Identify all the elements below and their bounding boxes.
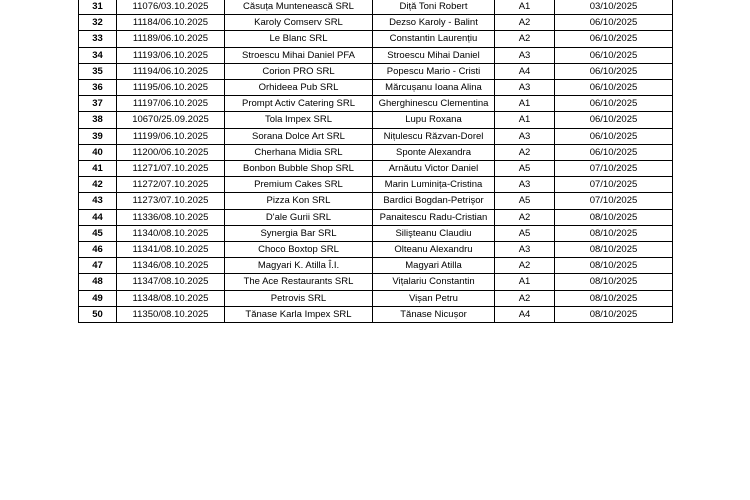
cell-code: A5 (495, 193, 555, 209)
cell-document: 11336/08.10.2025 (117, 209, 225, 225)
cell-person: Lupu Roxana (373, 112, 495, 128)
cell-company: Synergia Bar SRL (225, 225, 373, 241)
cell-company: Le Blanc SRL (225, 31, 373, 47)
cell-document: 11076/03.10.2025 (117, 0, 225, 15)
cell-person: Olteanu Alexandru (373, 242, 495, 258)
registry-table (78, 0, 673, 323)
table-row (79, 242, 673, 258)
cell-document: 11350/08.10.2025 (117, 306, 225, 322)
cell-nr: 39 (79, 128, 117, 144)
cell-nr: 35 (79, 63, 117, 79)
cell-code: A5 (495, 161, 555, 177)
cell-code: A1 (495, 96, 555, 112)
table-row (79, 144, 673, 160)
cell-person: Arnăutu Victor Daniel (373, 161, 495, 177)
cell-person: Stroescu Mihai Daniel (373, 47, 495, 63)
table-row (79, 15, 673, 31)
cell-person: Dezso Karoly - Balint (373, 15, 495, 31)
cell-person: Magyari Atilla (373, 258, 495, 274)
cell-nr: 50 (79, 306, 117, 322)
cell-document: 11348/08.10.2025 (117, 290, 225, 306)
cell-code: A1 (495, 0, 555, 15)
cell-person: Bardici Bogdan-Petrişor (373, 193, 495, 209)
cell-date: 06/10/2025 (555, 63, 673, 79)
cell-person: Nițulescu Răzvan-Dorel (373, 128, 495, 144)
cell-nr: 33 (79, 31, 117, 47)
table-row (79, 225, 673, 241)
cell-nr: 36 (79, 80, 117, 96)
cell-document: 11189/06.10.2025 (117, 31, 225, 47)
cell-code: A4 (495, 63, 555, 79)
cell-date: 06/10/2025 (555, 96, 673, 112)
table-row (79, 274, 673, 290)
cell-nr: 45 (79, 225, 117, 241)
cell-document: 11200/06.10.2025 (117, 144, 225, 160)
cell-document: 10670/25.09.2025 (117, 112, 225, 128)
cell-person: Mărcușanu Ioana Alina (373, 80, 495, 96)
cell-company: Tola Impex SRL (225, 112, 373, 128)
table-row (79, 209, 673, 225)
cell-date: 08/10/2025 (555, 225, 673, 241)
table-row (79, 112, 673, 128)
table-row (79, 31, 673, 47)
cell-document: 11199/06.10.2025 (117, 128, 225, 144)
cell-company: Choco Boxtop SRL (225, 242, 373, 258)
cell-company: Karoly Comserv SRL (225, 15, 373, 31)
cell-document: 11197/06.10.2025 (117, 96, 225, 112)
cell-date: 06/10/2025 (555, 128, 673, 144)
cell-company: Tănase Karla Impex SRL (225, 306, 373, 322)
table-row (79, 177, 673, 193)
cell-code: A2 (495, 15, 555, 31)
cell-code: A2 (495, 31, 555, 47)
cell-date: 06/10/2025 (555, 15, 673, 31)
cell-code: A2 (495, 209, 555, 225)
table-row (79, 96, 673, 112)
cell-company: Orhideea Pub SRL (225, 80, 373, 96)
cell-person: Panaitescu Radu-Cristian (373, 209, 495, 225)
cell-date: 07/10/2025 (555, 161, 673, 177)
cell-nr: 41 (79, 161, 117, 177)
cell-document: 11273/07.10.2025 (117, 193, 225, 209)
cell-date: 06/10/2025 (555, 80, 673, 96)
cell-date: 06/10/2025 (555, 31, 673, 47)
registry-table-wrapper (78, 0, 672, 323)
cell-date: 07/10/2025 (555, 193, 673, 209)
table-row (79, 128, 673, 144)
table-row (79, 161, 673, 177)
cell-code: A5 (495, 225, 555, 241)
cell-nr: 47 (79, 258, 117, 274)
cell-person: Gherghinescu Clementina (373, 96, 495, 112)
cell-document: 11193/06.10.2025 (117, 47, 225, 63)
cell-company: D'ale Gurii SRL (225, 209, 373, 225)
cell-code: A1 (495, 112, 555, 128)
cell-date: 08/10/2025 (555, 306, 673, 322)
cell-person: Sponte Alexandra (373, 144, 495, 160)
cell-company: Căsuța Muntenească SRL (225, 0, 373, 15)
cell-document: 11184/06.10.2025 (117, 15, 225, 31)
cell-date: 08/10/2025 (555, 258, 673, 274)
table-row (79, 47, 673, 63)
cell-person: Tănase Nicușor (373, 306, 495, 322)
table-row (79, 258, 673, 274)
cell-code: A3 (495, 128, 555, 144)
cell-code: A3 (495, 242, 555, 258)
cell-nr: 40 (79, 144, 117, 160)
cell-code: A2 (495, 144, 555, 160)
cell-date: 08/10/2025 (555, 209, 673, 225)
cell-code: A3 (495, 80, 555, 96)
cell-date: 07/10/2025 (555, 177, 673, 193)
cell-company: Sorana Dolce Art SRL (225, 128, 373, 144)
cell-nr: 34 (79, 47, 117, 63)
cell-nr: 43 (79, 193, 117, 209)
table-row (79, 193, 673, 209)
cell-date: 08/10/2025 (555, 242, 673, 258)
cell-date: 08/10/2025 (555, 290, 673, 306)
cell-code: A4 (495, 306, 555, 322)
cell-nr: 44 (79, 209, 117, 225)
cell-person: Constantin Laurențiu (373, 31, 495, 47)
cell-document: 11271/07.10.2025 (117, 161, 225, 177)
cell-company: Magyari K. Atilla Î.I. (225, 258, 373, 274)
cell-date: 06/10/2025 (555, 47, 673, 63)
cell-code: A1 (495, 274, 555, 290)
registry-table-body (79, 0, 673, 323)
table-row (79, 0, 673, 15)
cell-nr: 32 (79, 15, 117, 31)
cell-document: 11346/08.10.2025 (117, 258, 225, 274)
cell-document: 11341/08.10.2025 (117, 242, 225, 258)
cell-code: A3 (495, 47, 555, 63)
cell-company: Cherhana Midia SRL (225, 144, 373, 160)
cell-company: Prompt Activ Catering SRL (225, 96, 373, 112)
cell-nr: 31 (79, 0, 117, 15)
cell-person: Vișan Petru (373, 290, 495, 306)
cell-document: 11195/06.10.2025 (117, 80, 225, 96)
cell-date: 06/10/2025 (555, 144, 673, 160)
cell-person: Vițalariu Constantin (373, 274, 495, 290)
cell-code: A2 (495, 258, 555, 274)
cell-company: Corion PRO SRL (225, 63, 373, 79)
cell-date: 03/10/2025 (555, 0, 673, 15)
cell-person: Popescu Mario - Cristi (373, 63, 495, 79)
cell-company: Pizza Kon SRL (225, 193, 373, 209)
cell-person: Marin Luminița-Cristina (373, 177, 495, 193)
cell-company: Bonbon Bubble Shop SRL (225, 161, 373, 177)
cell-document: 11272/07.10.2025 (117, 177, 225, 193)
cell-nr: 42 (79, 177, 117, 193)
cell-company: Petrovis SRL (225, 290, 373, 306)
table-row (79, 290, 673, 306)
table-row (79, 63, 673, 79)
cell-person: Diță Toni Robert (373, 0, 495, 15)
cell-nr: 49 (79, 290, 117, 306)
cell-document: 11194/06.10.2025 (117, 63, 225, 79)
cell-document: 11347/08.10.2025 (117, 274, 225, 290)
cell-person: Silişteanu Claudiu (373, 225, 495, 241)
cell-nr: 46 (79, 242, 117, 258)
cell-nr: 37 (79, 96, 117, 112)
cell-company: Stroescu Mihai Daniel PFA (225, 47, 373, 63)
cell-nr: 48 (79, 274, 117, 290)
cell-code: A3 (495, 177, 555, 193)
cell-date: 06/10/2025 (555, 112, 673, 128)
cell-code: A2 (495, 290, 555, 306)
cell-document: 11340/08.10.2025 (117, 225, 225, 241)
cell-company: Premium Cakes SRL (225, 177, 373, 193)
table-row (79, 80, 673, 96)
cell-date: 08/10/2025 (555, 274, 673, 290)
table-row (79, 306, 673, 322)
cell-nr: 38 (79, 112, 117, 128)
cell-company: The Ace Restaurants SRL (225, 274, 373, 290)
